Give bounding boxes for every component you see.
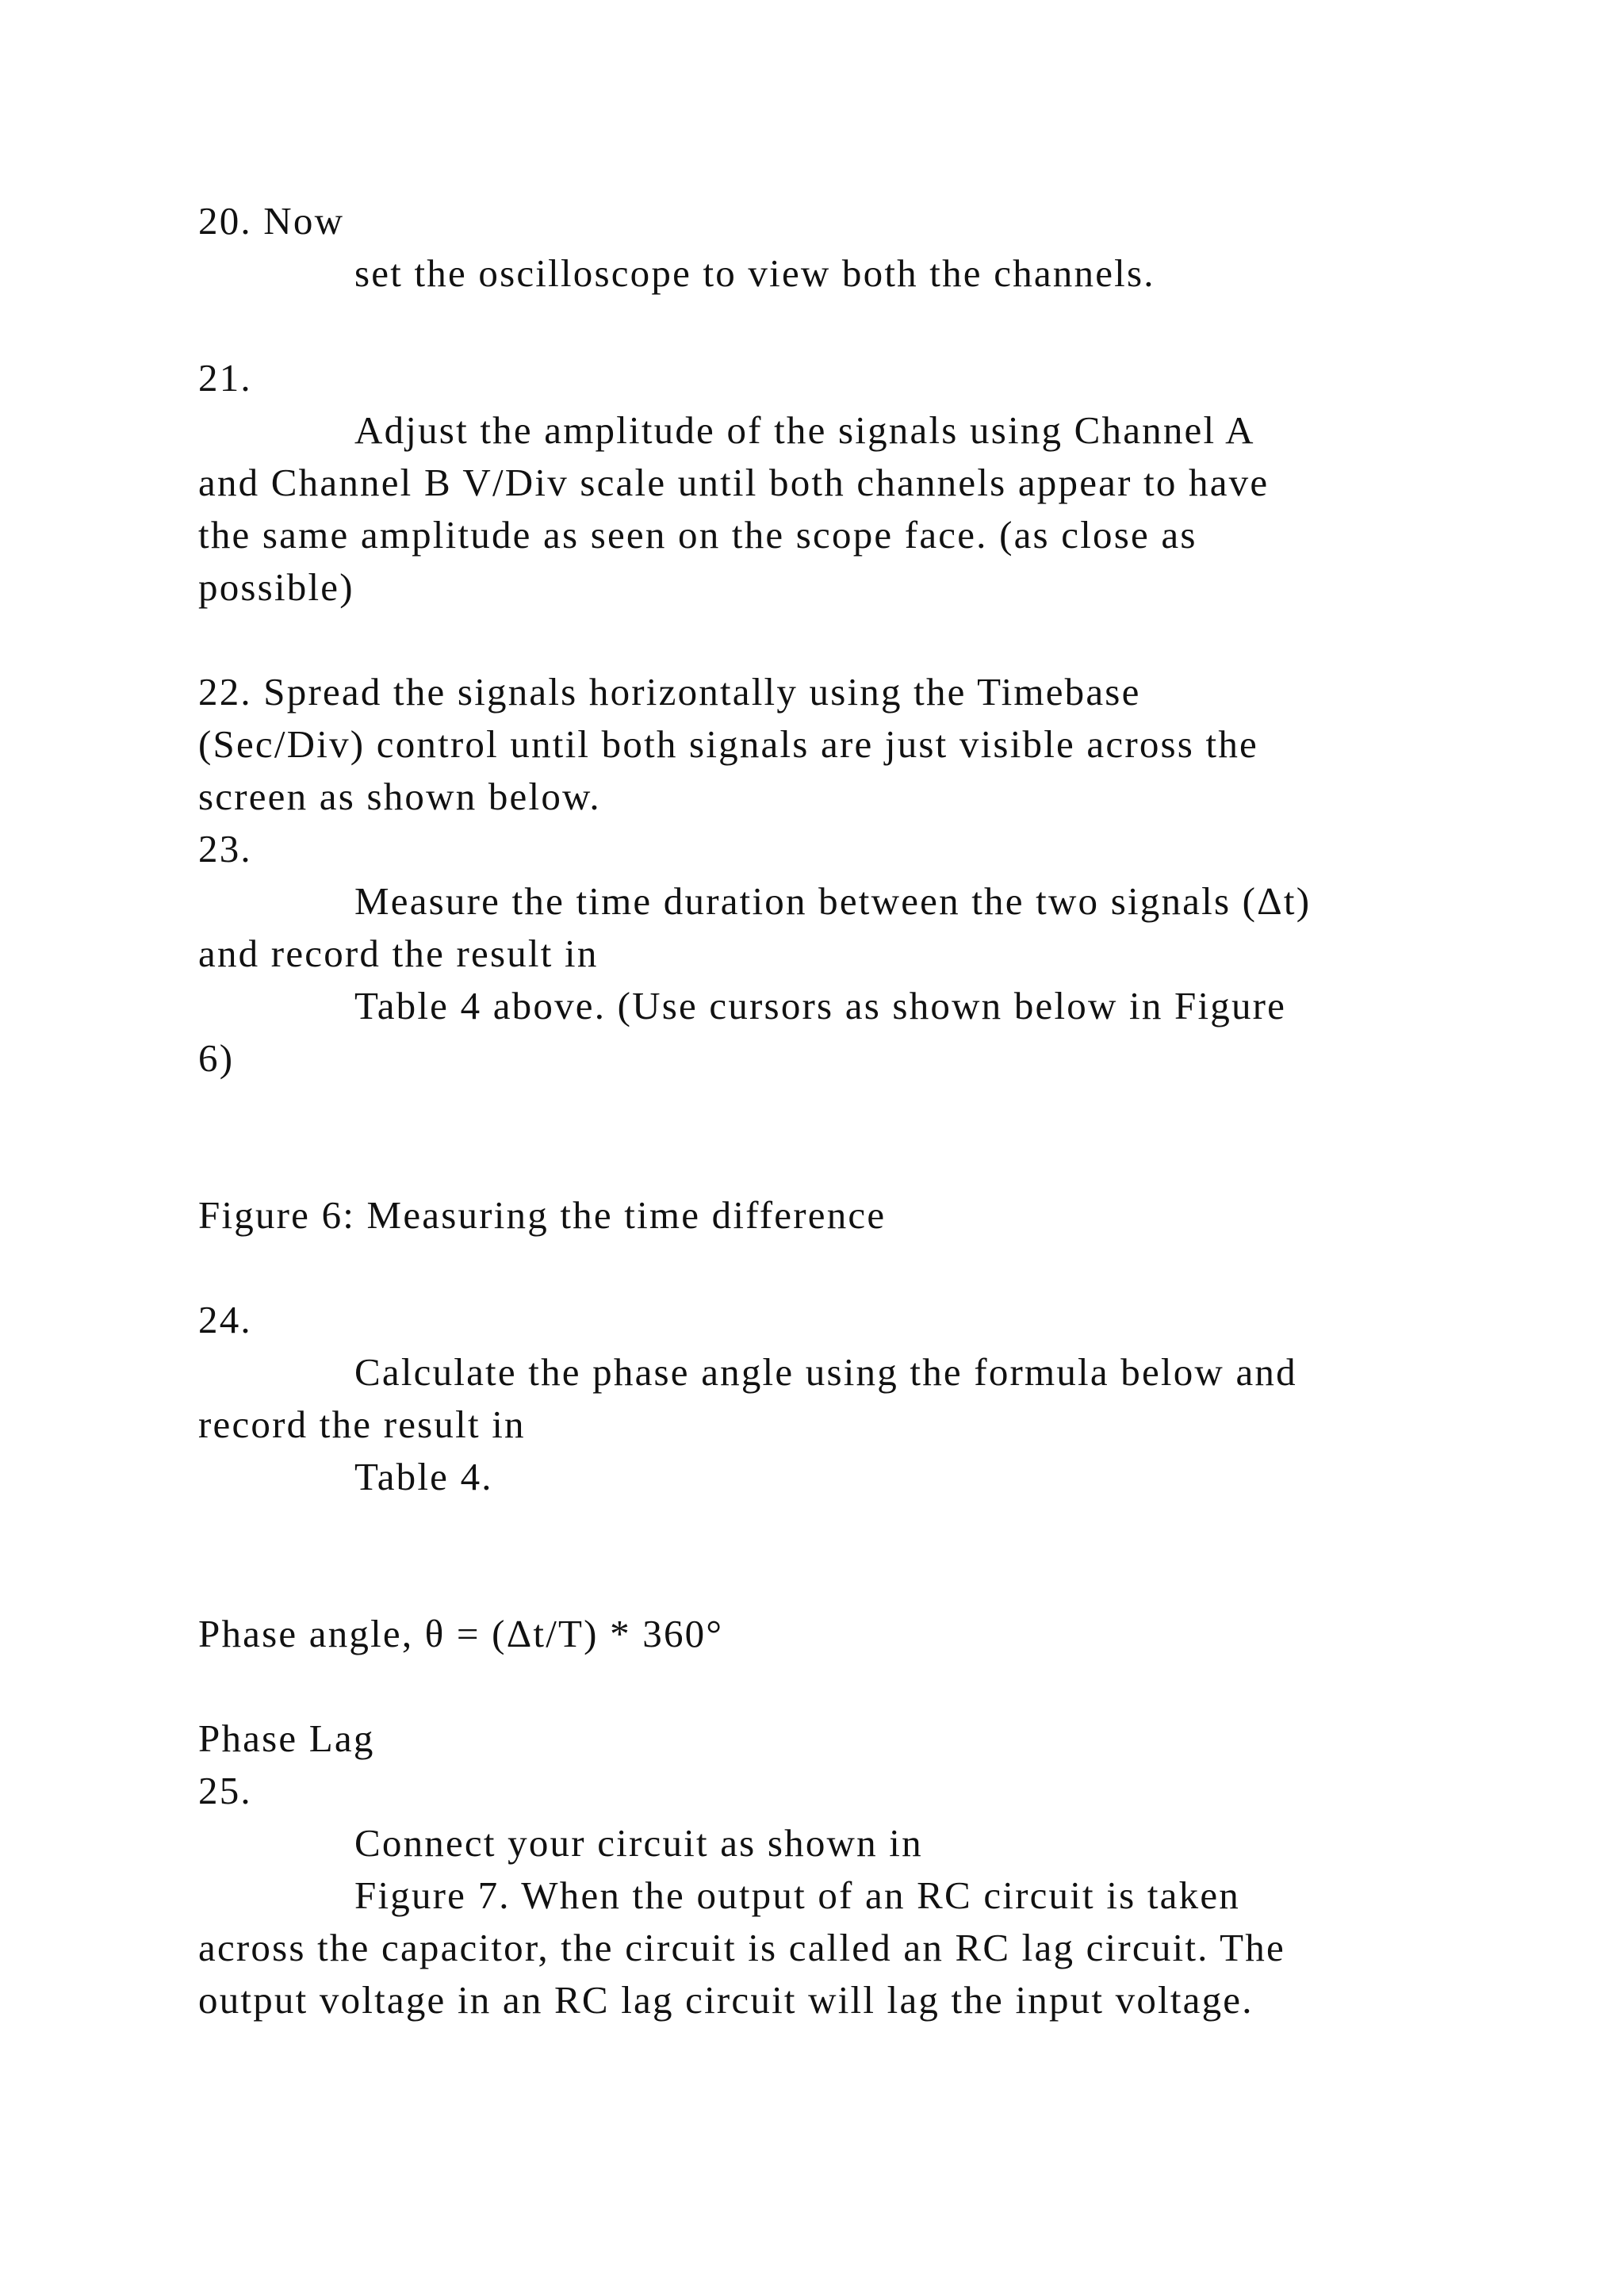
step-25-text-line-2: Figure 7. When the output of an RC circuit is taken	[354, 1873, 1240, 1917]
step-24-text-line-3: Table 4.	[354, 1455, 493, 1498]
step-23-number: 23.	[198, 827, 252, 871]
step-22-text-line-2: (Sec/Div) control until both signals are just visible across the	[198, 722, 1258, 766]
step-20-text: set the oscilloscope to view both the channels.	[354, 251, 1155, 295]
step-24-text-line-1: Calculate the phase angle using the formula below and	[354, 1350, 1297, 1394]
step-22-text-line-1: 22. Spread the signals horizontally using the Timebase	[198, 670, 1141, 714]
step-25-text-line-3: across the capacitor, the circuit is called an RC lag circuit. The	[198, 1926, 1285, 1969]
step-21-text-line-1: Adjust the amplitude of the signals using Channel A	[354, 408, 1255, 452]
step-20-heading: 20. Now	[198, 199, 345, 243]
step-25-text-line-4: output voltage in an RC lag circuit will lag the input voltage.	[198, 1978, 1254, 2022]
step-25-text-line-1: Connect your circuit as shown in	[354, 1821, 923, 1865]
figure-6-caption: Figure 6: Measuring the time difference	[198, 1193, 887, 1237]
step-21-text-line-3: the same amplitude as seen on the scope face. (as close as	[198, 513, 1197, 557]
step-24-text-line-2: record the result in	[198, 1402, 526, 1446]
step-21-text-line-2: and Channel B V/Div scale until both channels appear to have	[198, 461, 1270, 504]
phase-angle-formula: Phase angle, θ = (Δt/T) * 360°	[198, 1612, 724, 1655]
step-22-text-line-3: screen as shown below.	[198, 775, 601, 818]
step-23-text-line-4: 6)	[198, 1036, 235, 1080]
phase-lag-heading: Phase Lag	[198, 1716, 375, 1760]
step-23-text-line-2: and record the result in	[198, 932, 599, 975]
step-23-text-line-1: Measure the time duration between the two signals (Δt)	[354, 879, 1312, 923]
step-25-number: 25.	[198, 1769, 252, 1812]
step-21-number: 21.	[198, 356, 252, 400]
step-24-number: 24.	[198, 1298, 252, 1341]
step-23-text-line-3: Table 4 above. (Use cursors as shown below in Figure	[354, 984, 1287, 1027]
step-21-text-line-4: possible)	[198, 565, 354, 609]
